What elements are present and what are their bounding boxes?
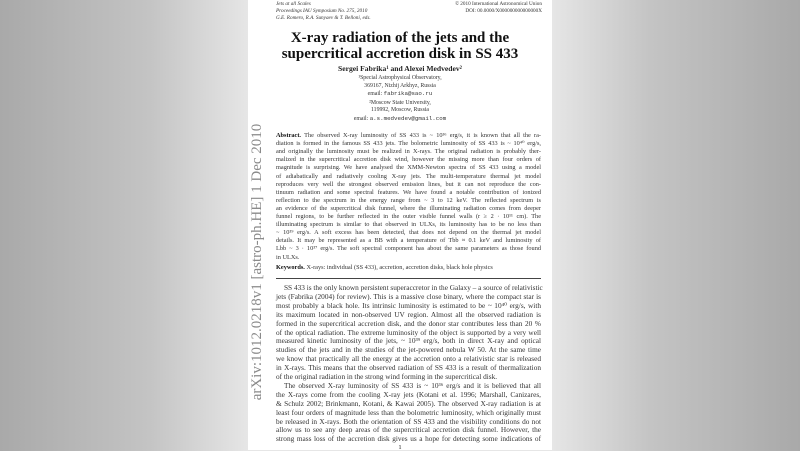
abstract-line: in ULXs. xyxy=(276,253,300,261)
header-line: Jets at all Scales xyxy=(276,1,311,7)
abstract-line: illuminating spectrum is similar to that observed in ULXs, its luminosity has to be no less than xyxy=(276,221,541,229)
body-line: of the original radiation in the strong wind forming in the supercritical disk. xyxy=(276,372,498,381)
affiliation-line: 369167, Nizhij Arkhyz, Russia xyxy=(364,82,436,89)
page-number: 1 xyxy=(398,443,402,451)
abstract-line: diation is formed in the famous SS 433 jets. The bolometric luminosity of SS 433 is ~ 10⁴⁰ erg/s, xyxy=(276,140,541,148)
abstract-line: ~ 10³⁹ erg/s. A soft excess has been detected, that does not depend on the thermal jet model xyxy=(276,229,541,237)
abstract-line: malized in the supercritical accretion disk wind, however the missing more than four orders of xyxy=(276,156,541,164)
body-line: most probably a black hole. Its intrinsic luminosity is estimated to be ~ 10⁴⁰ erg/s, with xyxy=(276,300,541,310)
title-line: X-ray radiation of the jets and the xyxy=(290,30,510,46)
body-line: strong mass loss of the accretion disk gives us a hope for detecting some indications of xyxy=(276,434,541,444)
section-divider xyxy=(276,278,541,279)
email-link[interactable]: fabrika@sao.ru xyxy=(383,90,433,97)
body-line: formed in the supercritical accretion disk, and the donor star contributes less than 20 % xyxy=(276,318,541,328)
email-label: email: xyxy=(353,115,370,122)
keywords-text: X-rays: individual (SS 433), accretion, accretion disks, black hole physics xyxy=(306,264,493,271)
body-line: SS 433 is the only known persistent superaccretor in the Galaxy – a source of relativistic xyxy=(284,283,543,292)
body-line: the X-rays come from the cooling X-ray jets (Kotani et al. 1996; Marshall, Canizares, xyxy=(276,389,541,399)
body-line: studies of the jets and in the studies of the jet-powered nebula W 50. At the same time xyxy=(276,345,541,355)
body-line: The observed X-ray luminosity of SS 433 is ~ 10³⁶ erg/s and it is believed that all xyxy=(284,380,541,390)
title-line: supercritical accretion disk in SS 433 xyxy=(281,46,519,62)
body-line: & Schulz 2002; Brinkmann, Kotani, & Kawai 2005). The observed X-ray radiation is at xyxy=(276,398,541,408)
affiliations xyxy=(248,75,552,123)
body-line: in X-rays. This means that the observed radiation of SS 433 is a result of thermalization xyxy=(276,363,541,373)
keywords xyxy=(276,264,541,272)
body-line: allow us to see any deep areas of the supercritical accretion disk funnel. However, the xyxy=(276,425,541,435)
affiliation-line: ²Moscow State University, xyxy=(369,99,431,106)
abstract-line: funnel regions, to be further reflected in the outer visible funnel walls (r ≥ 2 · 10¹¹ cm). The xyxy=(276,213,541,220)
abstract-line: an evidence of the supercritical disk funnel, where the illuminating radiation comes from deeper xyxy=(276,204,541,212)
body-line: its maximum located in non-observed UV region. Almost all the observed radiation is xyxy=(276,309,541,319)
abstract-line: reproduces very well the strongest observed emission lines, but it can not reproduce the con- xyxy=(276,180,541,188)
email-link[interactable]: a.s.medvedev@gmail.com xyxy=(369,114,447,122)
proceedings-header xyxy=(276,1,371,22)
authors: Sergei Fabrika¹ and Alexei Medvedev² xyxy=(338,64,462,73)
body-line: of the optical radiation. The extreme luminosity of the object is supported by a very well xyxy=(276,327,541,337)
doi-line: DOI: 00.0000/X000000000000000X xyxy=(465,8,542,14)
email-label: email: xyxy=(367,91,384,97)
header-line: Proceedings IAU Symposium No. 275, 2010 xyxy=(276,8,368,14)
paper-title xyxy=(228,30,572,62)
abstract-line: of adiabatically and radiatively cooling X-ray jets. The multi-temperature thermal jet model xyxy=(276,172,541,180)
body-line: jets (Fabrika (2004) for review). This is a massive close binary, where the compact star is xyxy=(276,291,541,301)
affiliation-line: 119992, Moscow, Russia xyxy=(370,107,430,113)
body-line: be released in X-rays. Both the orientation of SS 433 and the visibility conditions do not xyxy=(276,416,541,426)
abstract-line: Lbb ~ 3 · 10³⁷ erg/s. The soft spectral component has about the same parameters as those found xyxy=(276,245,541,253)
body-line: measured kinetic luminosity of the jets, ~ 10³⁹ erg/s, both in direct X-ray and optical xyxy=(276,336,541,346)
affiliation-line: ¹Special Astrophysical Observatory, xyxy=(358,75,442,81)
email-line xyxy=(248,115,552,124)
copyright-line: © 2010 International Astronomical Union xyxy=(455,1,542,7)
abstract-line: reflection to the spectrum in the energy range from ~ 3 to 12 keV. The reflected spectrum is xyxy=(276,196,541,204)
abstract-label: Abstract. xyxy=(276,132,302,139)
paper-page xyxy=(248,0,552,450)
copyright-header xyxy=(455,1,542,15)
abstract-text: The observed X-ray luminosity of SS 433 is ~ 10³⁶ erg/s, it is known that all the ra- xyxy=(304,132,541,139)
header-line: G.E. Romero, R.A. Sunyaev & T. Belloni, eds. xyxy=(276,15,371,21)
arxiv-stamp: arXiv:1012.0218v1 [astro-ph.HE] 1 Dec 2010 xyxy=(249,123,265,401)
abstract-line: magnitude is surprising. We have analysed the XMM-Newton spectra of SS 433 using a model xyxy=(276,164,541,172)
email-line xyxy=(248,90,552,99)
body-line: we know that practically all the energy at the accretion onto a relativistic star is released xyxy=(276,354,541,364)
abstract-line: and originally the luminosity must be realized in X-rays. The original radiation is probably ther- xyxy=(276,148,541,156)
keywords-label: Keywords. xyxy=(276,264,305,271)
abstract-line: tinuum radiation and some spectral features. We have found a notable contribution of ionized xyxy=(276,188,541,196)
body-line: least four orders of magnitude less than the bolometric luminosity, which originally must xyxy=(276,407,541,417)
abstract-line: details. It may be represented as a BB with a temperature of Tbb ≈ 0.1 keV and luminosity of xyxy=(276,237,541,245)
abstract-line xyxy=(276,132,541,140)
